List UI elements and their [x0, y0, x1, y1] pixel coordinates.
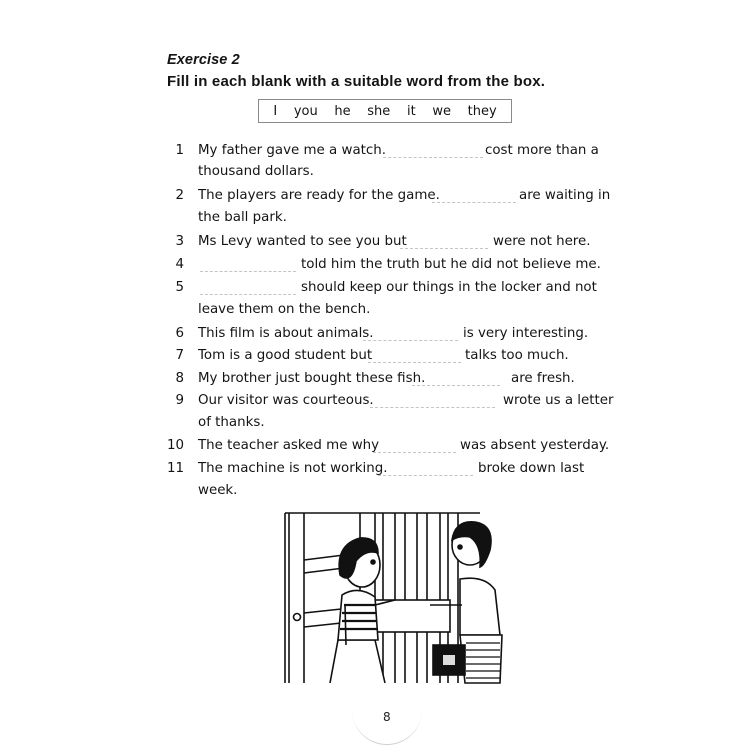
- question-number: 4: [175, 257, 184, 272]
- question-text: thousand dollars.: [198, 164, 314, 179]
- question-text: is very interesting.: [463, 326, 589, 341]
- word: you: [293, 103, 318, 119]
- question-text: leave them on the bench.: [198, 302, 371, 317]
- question-text: The teacher asked me why: [198, 438, 380, 453]
- answer-blank[interactable]: [412, 385, 500, 386]
- question-text: week.: [198, 483, 238, 498]
- answer-blank[interactable]: [378, 475, 473, 476]
- word: they: [467, 103, 497, 119]
- answer-blank[interactable]: [363, 340, 458, 341]
- question-text: broke down last: [478, 461, 585, 476]
- question-number: 10: [166, 438, 184, 453]
- question-text: talks too much.: [465, 348, 569, 363]
- question-text: told him the truth but he did not believe me.: [301, 257, 601, 272]
- question-text: My father gave me a watch.: [198, 143, 387, 158]
- question-number: 1: [175, 143, 184, 158]
- question-number: 9: [175, 393, 184, 408]
- exercise-title: Exercise 2: [167, 52, 240, 68]
- question-number: 11: [166, 461, 184, 476]
- question-number: 3: [175, 234, 184, 249]
- question-text: are fresh.: [511, 371, 575, 386]
- question-text: of thanks.: [198, 415, 265, 430]
- word: he: [334, 103, 351, 119]
- answer-blank[interactable]: [432, 202, 516, 203]
- question-text: Tom is a good student but: [198, 348, 373, 363]
- answer-blank[interactable]: [383, 157, 483, 158]
- word: it: [406, 103, 416, 119]
- word: she: [367, 103, 391, 119]
- question-text: Our visitor was courteous.: [198, 393, 374, 408]
- answer-blank[interactable]: [200, 294, 296, 295]
- question-number: 6: [175, 326, 184, 341]
- answer-blank[interactable]: [400, 248, 488, 249]
- instruction: Fill in each blank with a suitable word from the box.: [167, 73, 546, 90]
- word: I: [273, 103, 278, 119]
- question-number: 2: [175, 188, 184, 203]
- word-box: [258, 99, 512, 123]
- page-number: 8: [383, 710, 391, 724]
- question-text: was absent yesterday.: [460, 438, 610, 453]
- question-text: should keep our things in the locker and not: [301, 280, 597, 295]
- question-number: 5: [175, 280, 184, 295]
- door-scene-icon: [280, 505, 520, 685]
- illustration: [280, 505, 520, 685]
- question-text: wrote us a letter: [503, 393, 614, 408]
- question-text: the ball park.: [198, 210, 287, 225]
- question-text: cost more than a: [485, 143, 599, 158]
- word: we: [432, 103, 451, 119]
- answer-blank[interactable]: [368, 362, 461, 363]
- question-text: were not here.: [493, 234, 591, 249]
- question-text: The machine is not working.: [198, 461, 388, 476]
- question-number: 8: [175, 371, 184, 386]
- answer-blank[interactable]: [370, 407, 495, 408]
- answer-blank[interactable]: [200, 271, 296, 272]
- question-text: This film is about animals.: [198, 326, 374, 341]
- question-text: are waiting in: [519, 188, 611, 203]
- question-text: The players are ready for the game.: [198, 188, 440, 203]
- answer-blank[interactable]: [373, 452, 456, 453]
- question-text: Ms Levy wanted to see you but: [198, 234, 407, 249]
- question-text: My brother just bought these fish.: [198, 371, 426, 386]
- question-number: 7: [175, 348, 184, 363]
